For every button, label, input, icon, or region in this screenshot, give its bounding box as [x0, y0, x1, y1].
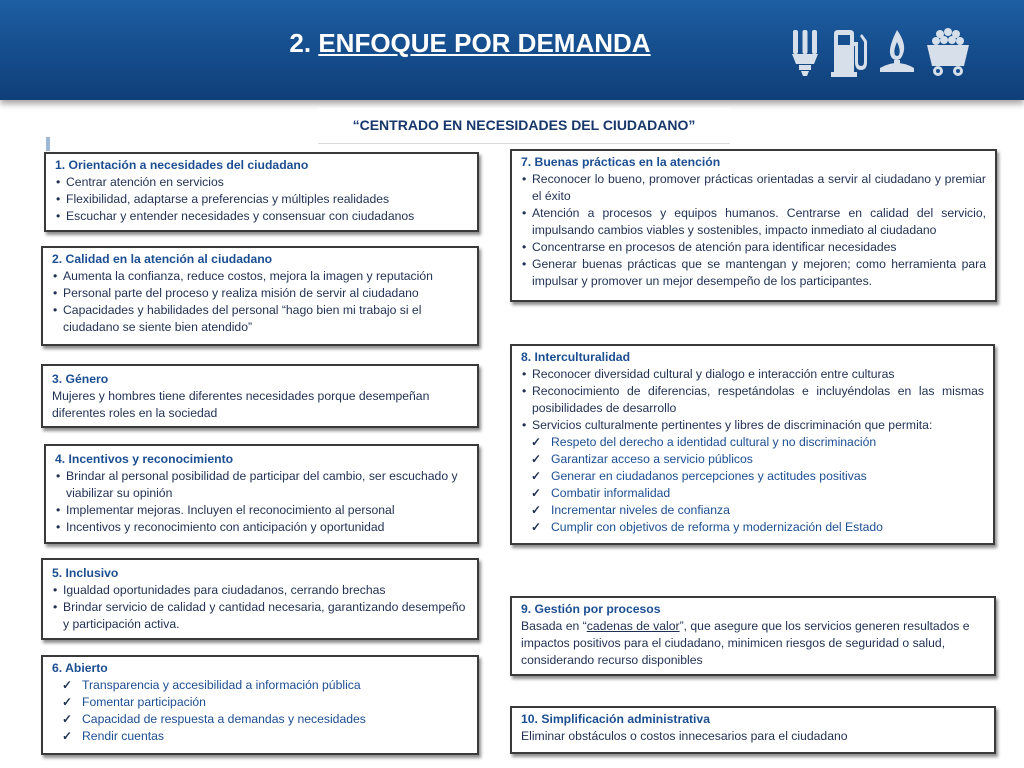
check-item: ✓ Respeto del derecho a identidad cultural y no discriminación: [521, 434, 984, 451]
bullet-item: • Brindar servicio de calidad y cantidad necesaria, garantizando desempeño y participación activa.: [52, 599, 468, 633]
box-title: 1. Orientación a necesidades del ciudadano: [55, 158, 309, 172]
bullet-item: • Reconocer lo bueno, promover prácticas orientadas a servir al ciudadano y premiar el éxito: [521, 171, 986, 205]
check-item: ✓ Generar en ciudadanos percepciones y actitudes positivas: [521, 468, 984, 485]
bullet-item: • Aumenta la confianza, reduce costos, mejora la imagen y reputación: [52, 268, 468, 285]
box-genero: [41, 364, 479, 428]
check-item: ✓ Cumplir con objetivos de reforma y modernización del Estado: [521, 519, 984, 536]
box-text: [521, 618, 985, 669]
fuel-pump-icon: [830, 28, 868, 78]
bullet-item: • Atención a procesos y equipos humanos. Centrarse en calidad del servicio, impulsando cambios viables y sostenibles, impacto inmediato al ciudadano: [521, 205, 986, 239]
box-interculturalidad: [510, 344, 995, 545]
box-title: 5. Inclusivo: [52, 566, 119, 580]
check-item: ✓ Fomentar participación: [52, 694, 468, 711]
energy-icons: [790, 26, 970, 78]
bullet-item: • Flexibilidad, adaptarse a preferencias y múltiples realidades: [55, 191, 468, 208]
page-title-number: 2.: [289, 28, 312, 58]
bullet-item: • Servicios culturalmente pertinentes y libres de discriminación que permita:: [521, 417, 984, 434]
check-item: ✓ Rendir cuentas: [52, 728, 468, 745]
check-item: ✓ Incrementar niveles de confianza: [521, 502, 984, 519]
check-item: ✓ Transparencia y accesibilidad a información pública: [52, 677, 468, 694]
bullet-item: • Generar buenas prácticas que se mantengan y mejoren; como herramienta para impulsar y promover un mejor desempeño de los participantes.: [521, 256, 986, 290]
box-text-before: Basada en “: [521, 619, 587, 633]
subtitle: “CENTRADO EN NECESIDADES DEL CIUDADANO”: [352, 117, 696, 133]
check-item: ✓ Combatir informalidad: [521, 485, 984, 502]
box-abierto: [41, 655, 479, 755]
bullet-item: • Reconocimiento de diferencias, respetándolas e incluyéndolas en las mismas posibilidades de desarrollo: [521, 383, 984, 417]
box-title: 3. Género: [52, 372, 109, 386]
box-buenas-practicas: [510, 149, 997, 302]
box-title: 10. Simplificación administrativa: [521, 712, 710, 726]
box-text: Mujeres y hombres tiene diferentes necesidades porque desempeñan diferentes roles en la sociedad: [52, 389, 430, 420]
decorative-marker: [46, 137, 50, 151]
box-inclusivo: [41, 558, 479, 640]
cadenas-de-valor-text: cadenas de valor: [586, 619, 680, 633]
mining-cart-icon: [926, 28, 970, 78]
header-banner: [0, 0, 1024, 100]
light-bulb-icon: [790, 28, 820, 78]
box-title: 9. Gestión por procesos: [521, 602, 661, 616]
bullet-item: • Igualdad oportunidades para ciudadanos, cerrando brechas: [52, 582, 468, 599]
check-item: ✓ Capacidad de respuesta a demandas y necesidades: [52, 711, 468, 728]
bullet-item: • Capacidades y habilidades del personal “hago bien mi trabajo si el ciudadano se siente bien atendido”: [52, 302, 468, 336]
bullet-item: • Centrar atención en servicios: [55, 174, 468, 191]
check-item: ✓ Garantizar acceso a servicio públicos: [521, 451, 984, 468]
box-text-after: ”, que asegure que los servicios generen resultados e impactos positivos para el ciudadano, minimicen riesgos de seguridad o salud, considerando recurso disponibles: [521, 619, 970, 667]
box-incentivos: [44, 444, 479, 544]
bullet-item: • Brindar al personal posibilidad de participar del cambio, ser escuchado y viabilizar su opinión: [55, 468, 468, 502]
bullet-item: • Escuchar y entender necesidades y consensuar con ciudadanos: [55, 208, 468, 225]
bullet-item: • Reconocer diversidad cultural y dialogo e interacción entre culturas: [521, 366, 984, 383]
box-title: 6. Abierto: [52, 661, 108, 675]
box-orientacion: [44, 152, 479, 232]
box-gestion-procesos: [510, 596, 996, 676]
bullet-item: • Concentrarse en procesos de atención para identificar necesidades: [521, 239, 986, 256]
box-simplificacion: [510, 706, 996, 754]
page-title-text: ENFOQUE POR DEMANDA: [318, 28, 651, 58]
box-title: 4. Incentivos y reconocimiento: [55, 452, 234, 466]
box-title: 8. Interculturalidad: [521, 350, 631, 364]
bullet-item: • Implementar mejoras. Incluyen el reconocimiento al personal: [55, 502, 468, 519]
bullet-item: • Incentivos y reconocimiento con anticipación y oportunidad: [55, 519, 468, 536]
bullet-item: • Personal parte del proceso y realiza misión de servir al ciudadano: [52, 285, 468, 302]
gas-flame-icon: [878, 28, 916, 78]
box-title: 2. Calidad en la atención al ciudadano: [52, 252, 273, 266]
box-text: Eliminar obstáculos o costos innecesarios para el ciudadano: [521, 729, 848, 743]
box-title: 7. Buenas prácticas en la atención: [521, 155, 721, 169]
box-calidad: [41, 246, 479, 346]
